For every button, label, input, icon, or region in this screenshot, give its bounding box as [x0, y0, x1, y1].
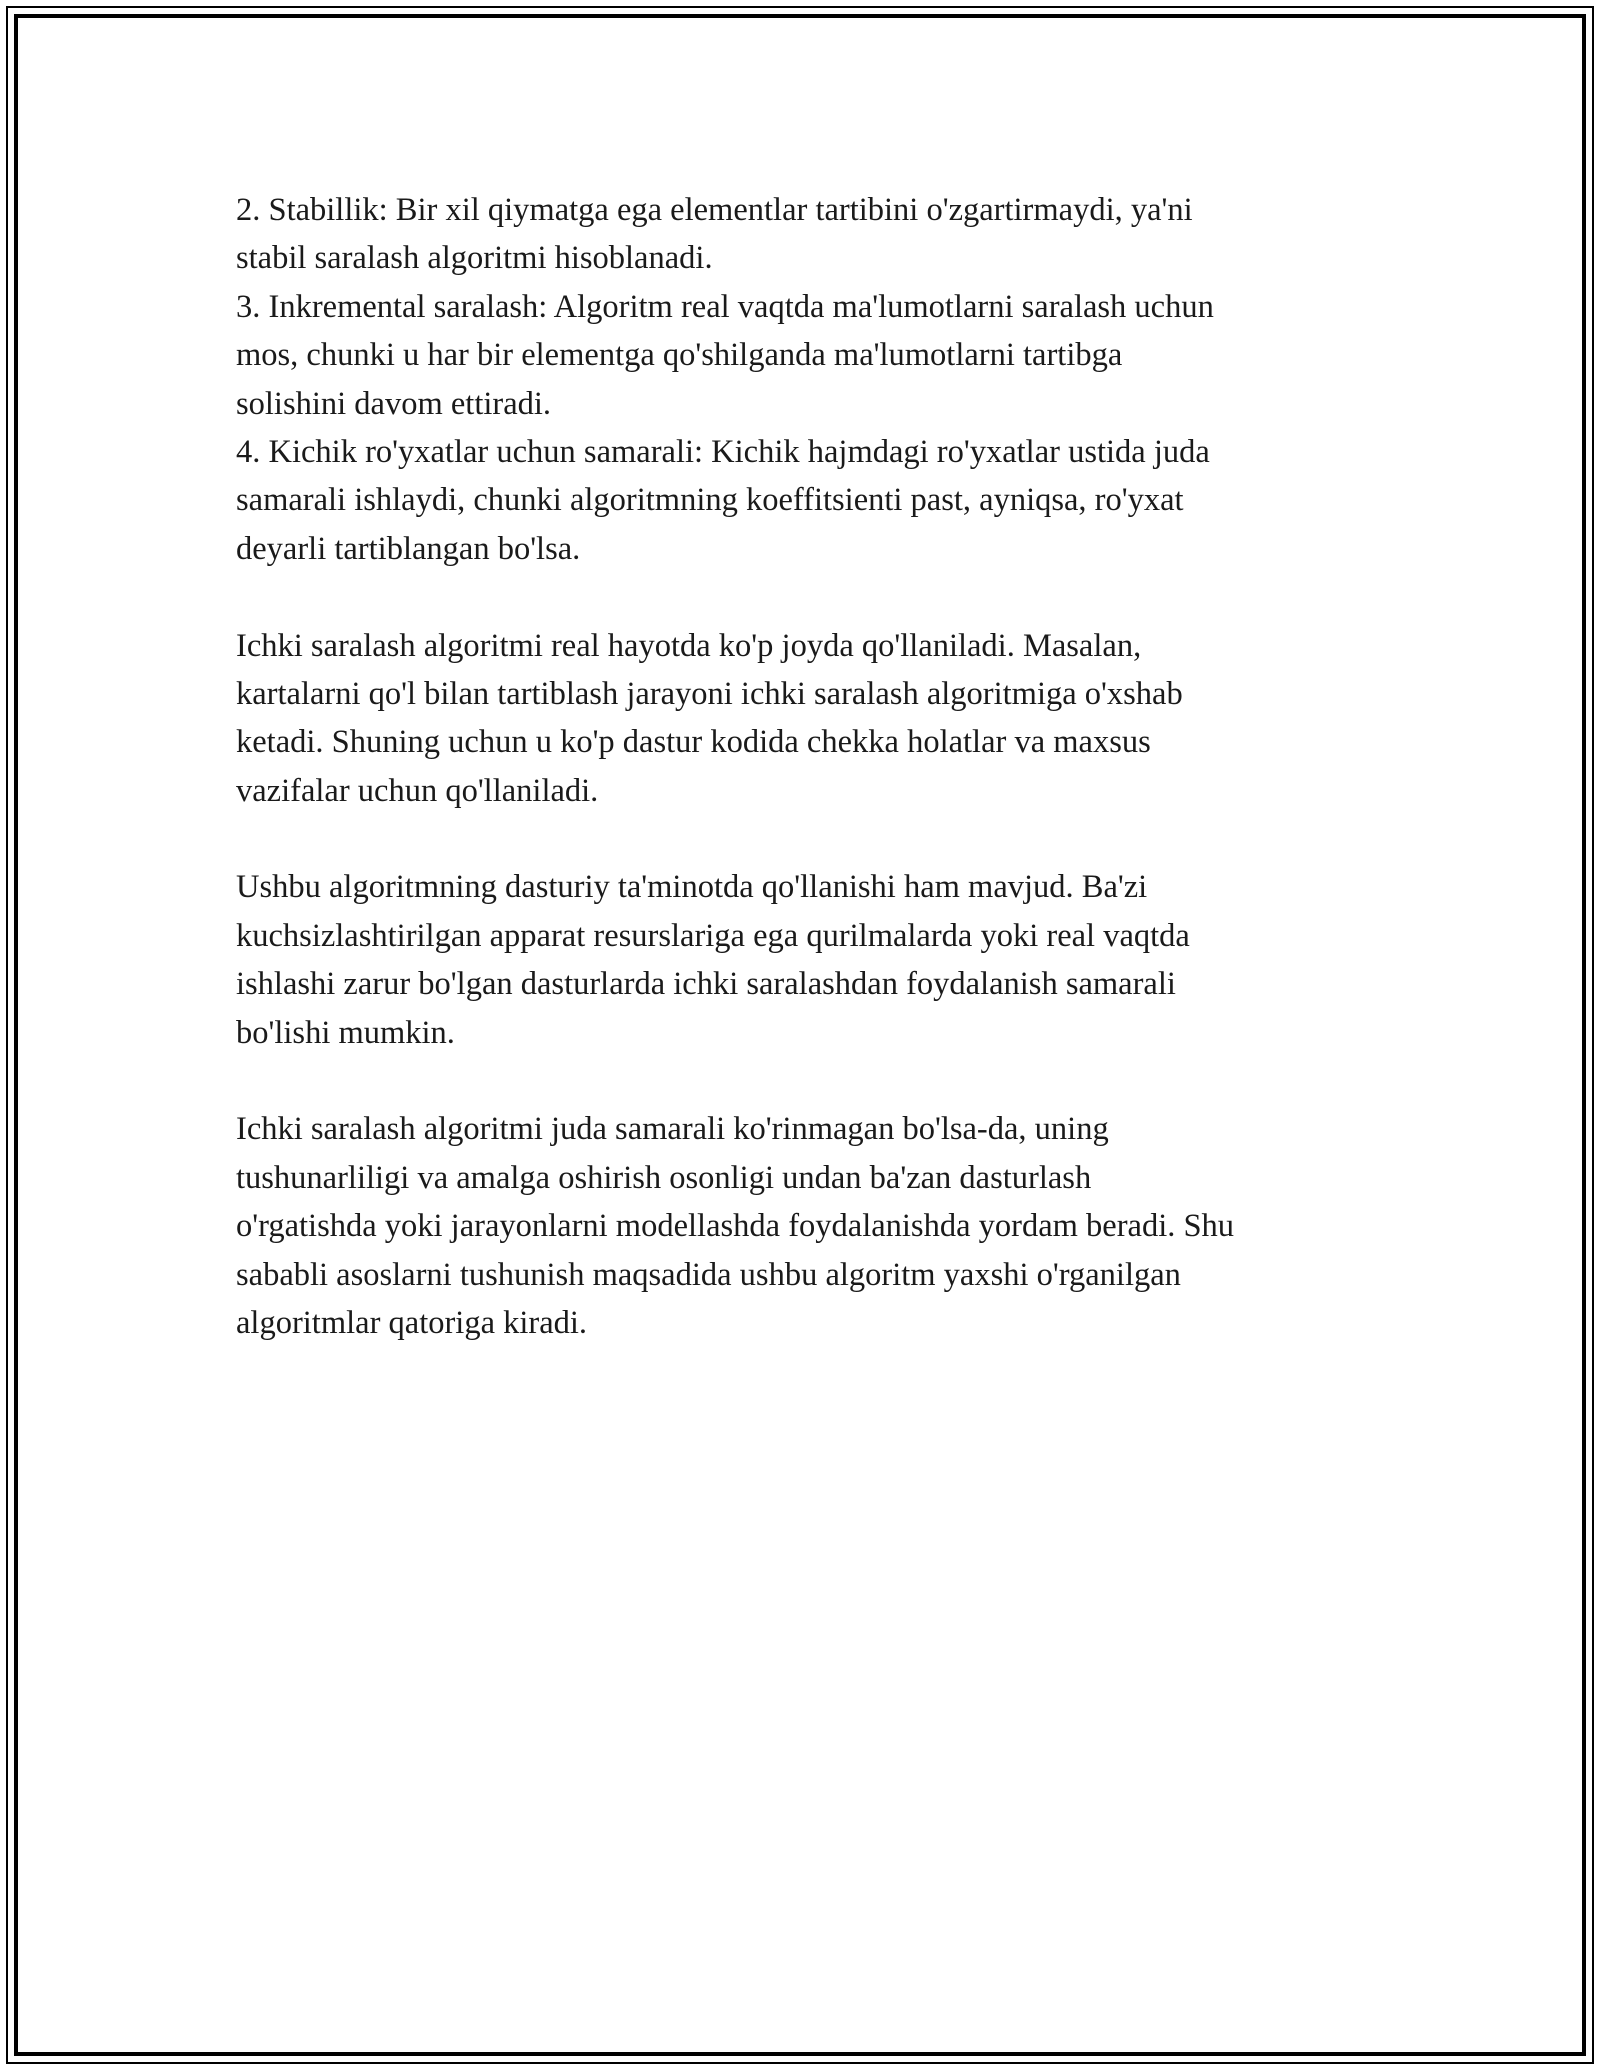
text-line: 3. Inkremental saralash: Algoritm real vaqtda ma'lumotlarni saralash uchun	[236, 288, 1214, 325]
text-line: 2. Stabillik: Bir xil qiymatga ega elementlar tartibini o'zgartirmaydi, ya'ni	[236, 192, 1193, 228]
paragraph	[236, 1105, 1386, 1347]
text-line: sababli asoslarni tushunish maqsadida ushbu algoritm yaxshi o'rganilgan	[236, 1256, 1181, 1293]
text-line: Ushbu algoritmning dasturiy ta'minotda qo'llanishi ham mavjud. Ba'zi	[236, 869, 1148, 906]
text-line: ishlashi zarur bo'lgan dasturlarda ichki saralashdan foydalanish samarali	[236, 966, 1176, 1003]
text-line: vazifalar uchun qo'llaniladi.	[236, 772, 599, 809]
list-item	[236, 428, 1386, 573]
text-line: kartalarni qo'l bilan tartiblash jarayoni ichki saralash algoritmiga o'xshab	[236, 675, 1183, 712]
text-line: 4. Kichik ro'yxatlar uchun samarali: Kichik hajmdagi ro'yxatlar ustida juda	[236, 433, 1210, 470]
list-item	[236, 283, 1386, 428]
document-body	[236, 186, 1386, 1347]
text-line: Ichki saralash algoritmi real hayotda ko'p joyda qo'llaniladi. Masalan,	[236, 627, 1142, 664]
text-line: deyarli tartiblangan bo'lsa.	[236, 530, 581, 567]
paragraph	[236, 863, 1386, 1057]
text-line: kuchsizlashtirilgan apparat resurslariga ega qurilmalarda yoki real vaqtda	[236, 917, 1190, 954]
text-line: ketadi. Shuning uchun u ko'p dastur kodida chekka holatlar va maxsus	[236, 724, 1151, 761]
list-item	[236, 186, 1386, 283]
paragraph-spacer	[236, 573, 1386, 621]
paragraph-spacer	[236, 815, 1386, 863]
text-line: tushunarliligi va amalga oshirish osonligi undan ba'zan dasturlash	[236, 1159, 1092, 1196]
text-line: algoritmlar qatoriga kiradi.	[236, 1304, 588, 1341]
text-line: mos, chunki u har bir elementga qo'shilganda ma'lumotlarni tartibga	[236, 337, 1123, 374]
text-line: o'rgatishda yoki jarayonlarni modellashda foydalanishda yordam beradi. Shu	[236, 1208, 1235, 1245]
text-line: solishini davom ettiradi.	[236, 385, 552, 422]
text-line: stabil saralash algoritmi hisoblanadi.	[236, 240, 713, 277]
text-line: samarali ishlaydi, chunki algoritmning koeffitsienti past, ayniqsa, ro'yxat	[236, 482, 1184, 519]
paragraph-spacer	[236, 1057, 1386, 1105]
paragraph	[236, 622, 1386, 816]
text-line: bo'lishi mumkin.	[236, 1014, 455, 1051]
text-line: Ichki saralash algoritmi juda samarali ko'rinmagan bo'lsa-da, uning	[236, 1111, 1109, 1148]
